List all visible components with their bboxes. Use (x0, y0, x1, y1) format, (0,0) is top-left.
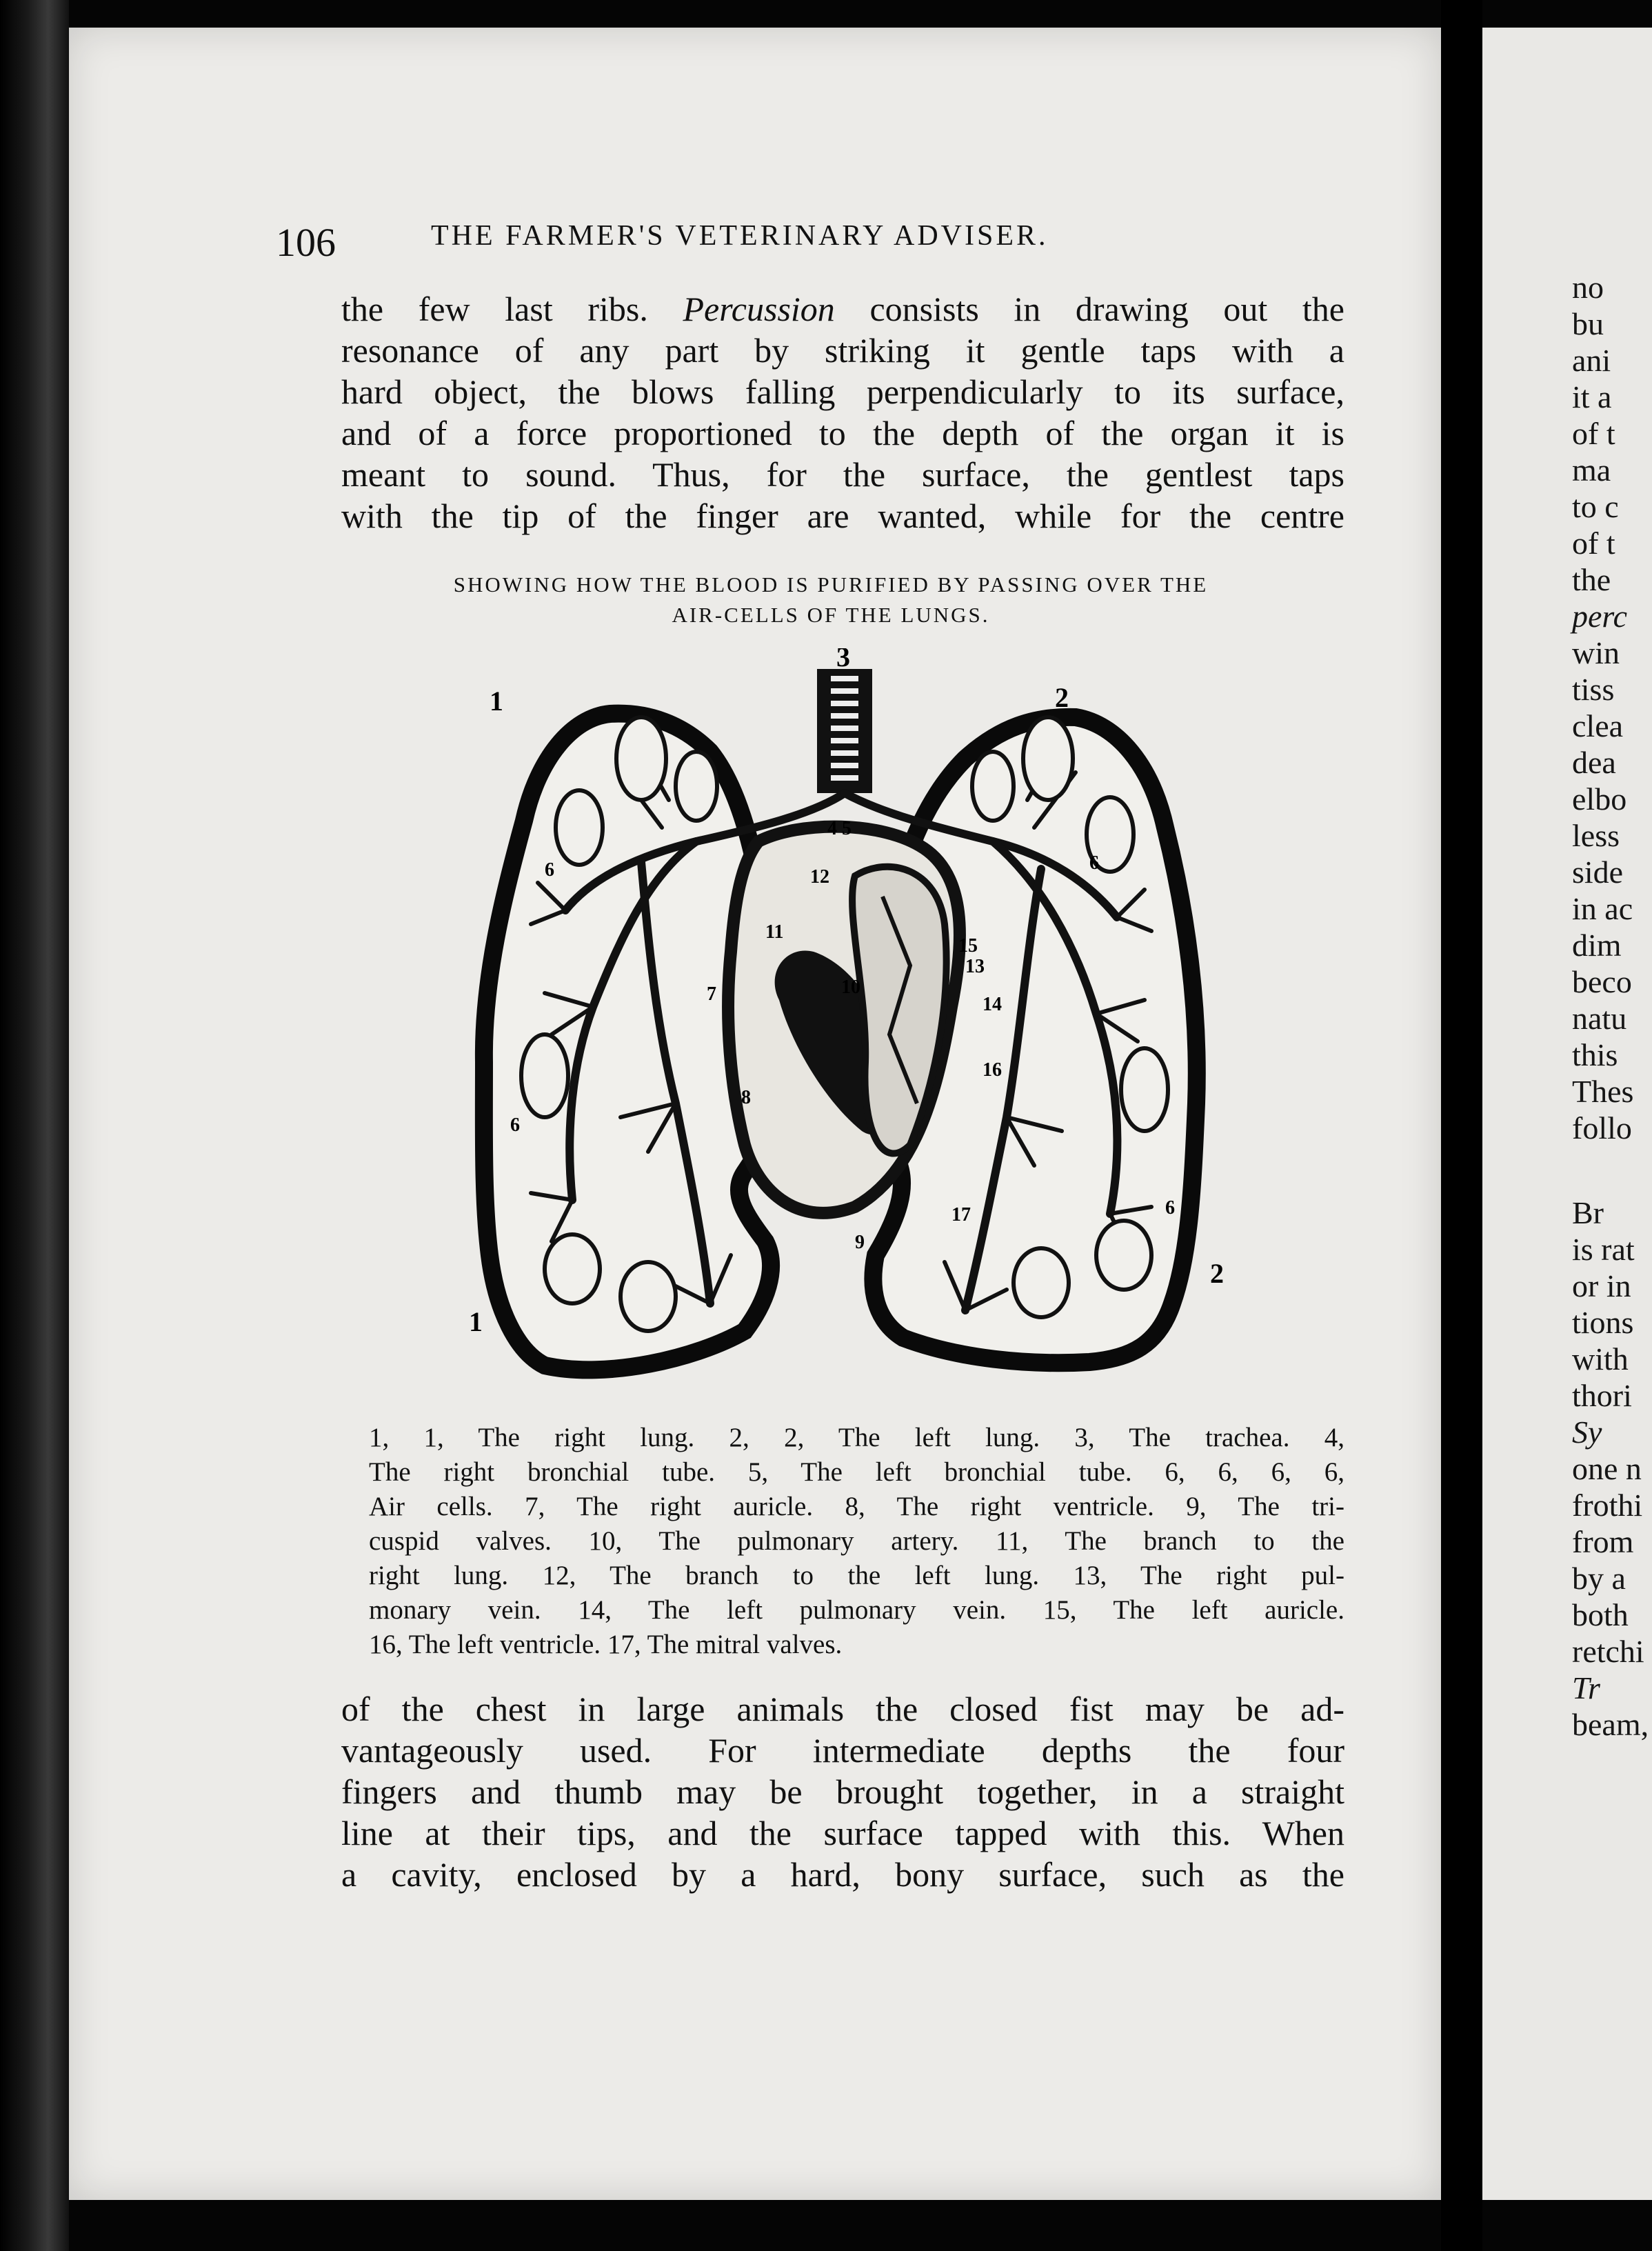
figure-title-line: AIR-CELLS OF THE LUNGS. (672, 603, 990, 627)
page-number: 106 (276, 220, 336, 265)
caption-line: cuspid valves. 10, The pulmonary artery. 11, The branch to the (369, 1526, 1344, 1556)
right-page-line: thori (1572, 1378, 1632, 1413)
right-page-line: tiss (1572, 672, 1615, 707)
right-page-line: both (1572, 1597, 1629, 1632)
label-12: 12 (810, 866, 829, 888)
right-page-line: of t (1572, 416, 1615, 451)
running-head: THE FARMER'S VETERINARY ADVISER. (431, 220, 1049, 252)
right-page-line: or in (1572, 1268, 1631, 1303)
right-page-line: frothi (1572, 1488, 1643, 1523)
figure-title (348, 570, 1313, 630)
right-page-line: dim (1572, 928, 1622, 963)
paragraph-line: line at their tips, and the surface tapped with this. When (341, 1814, 1344, 1852)
label-6a: 6 (545, 859, 554, 881)
trachea (817, 669, 872, 793)
page-header (276, 193, 1207, 269)
book-spine (0, 0, 69, 2251)
right-page-line: in ac (1572, 891, 1633, 926)
label-1-bottom: 1 (469, 1306, 483, 1337)
paragraph-line: fingers and thumb may be brought together, in a straight (341, 1772, 1344, 1811)
right-page-line: win (1572, 635, 1620, 670)
right-page-line: it a (1572, 379, 1612, 414)
right-page-line: Br (1572, 1195, 1604, 1230)
caption-line: The right bronchial tube. 5, The left bronchial tube. 6, 6, 6, 6, (369, 1457, 1344, 1487)
right-page-line: Tr (1572, 1670, 1600, 1705)
right-page-line: dea (1572, 745, 1616, 780)
label-10: 10 (841, 977, 860, 998)
label-7: 7 (707, 983, 716, 1005)
label-8: 8 (741, 1087, 751, 1108)
label-13: 13 (965, 956, 985, 977)
paragraph-line: with the tip of the finger are wanted, while for the centre (341, 497, 1344, 535)
figure-title-line: SHOWING HOW THE BLOOD IS PURIFIED BY PASSING OVER THE (453, 572, 1209, 597)
right-page-line: from (1572, 1524, 1634, 1559)
paragraph-line: resonance of any part by striking it gentle taps with a (341, 331, 1344, 370)
label-14: 14 (983, 994, 1002, 1015)
right-page-line: tions (1572, 1305, 1634, 1340)
right-page-line: is rat (1572, 1232, 1635, 1267)
right-page-line: of t (1572, 526, 1615, 561)
lungs-illustration (469, 648, 1234, 1421)
right-page-line: this (1572, 1037, 1618, 1072)
right-page-line: retchi (1572, 1634, 1644, 1669)
right-page-line: beam, (1572, 1707, 1649, 1742)
label-9: 9 (855, 1232, 865, 1253)
right-page-line: ma (1572, 452, 1611, 488)
right-page-line: one n (1572, 1451, 1642, 1486)
right-page-line: side (1572, 854, 1624, 890)
right-page-line: the (1572, 562, 1611, 597)
right-page-line: with (1572, 1341, 1629, 1377)
right-page-line: bu (1572, 306, 1604, 341)
caption-line: 16, The left ventricle. 17, The mitral valves. (369, 1630, 843, 1659)
right-page-line: ani (1572, 343, 1611, 378)
paragraph-line: hard object, the blows falling perpendicularly to its surface, (341, 372, 1344, 411)
label-15: 15 (958, 935, 978, 957)
right-page-line: less (1572, 818, 1620, 853)
right-page-line: Thes (1572, 1074, 1634, 1109)
caption-line: Air cells. 7, The right auricle. 8, The right ventricle. 9, The tri- (369, 1492, 1344, 1521)
label-11: 11 (765, 921, 784, 943)
paragraph-line: and of a force proportioned to the depth of the organ it is (341, 414, 1344, 452)
right-page-line: by a (1572, 1561, 1626, 1596)
label-3: 3 (836, 648, 850, 672)
label-4-5: 4 5 (827, 818, 852, 839)
figure-caption (369, 1421, 1344, 1662)
right-page-line: Sy (1572, 1414, 1602, 1450)
caption-line: monary vein. 14, The left pulmonary vein. 15, The left auricle. (369, 1595, 1344, 1625)
label-6c: 6 (510, 1114, 520, 1136)
page-gutter (1441, 0, 1482, 2251)
label-17: 17 (951, 1204, 971, 1225)
paragraph-line: a cavity, enclosed by a hard, bony surface, such as the (341, 1855, 1344, 1894)
label-6b: 6 (1089, 852, 1099, 874)
right-page-line: natu (1572, 1001, 1627, 1036)
caption-line: right lung. 12, The branch to the left lung. 13, The right pul- (369, 1561, 1344, 1590)
label-6d: 6 (1165, 1197, 1175, 1219)
term-percussion: Percussion (683, 290, 835, 328)
right-page-line: follo (1572, 1110, 1632, 1145)
caption-line: 1, 1, The right lung. 2, 2, The left lung. 3, The trachea. 4, (369, 1423, 1344, 1452)
paragraph-line: the few last ribs. Percussion consists in drawing out the (341, 290, 1344, 328)
paragraph-bottom (341, 1688, 1344, 1895)
label-1-top: 1 (490, 686, 503, 717)
right-page-line: perc (1572, 599, 1628, 634)
paragraph-top (341, 288, 1344, 537)
right-page-line: beco (1572, 964, 1632, 999)
label-16: 16 (983, 1059, 1002, 1081)
right-page-fragment (1482, 28, 1652, 2200)
label-2-top: 2 (1055, 682, 1069, 713)
right-page-line: no (1572, 270, 1604, 305)
paragraph-line: meant to sound. Thus, for the surface, the gentlest taps (341, 455, 1344, 494)
paragraph-line: vantageously used. For intermediate depths the four (341, 1731, 1344, 1770)
right-page-line: to c (1572, 489, 1619, 524)
paragraph-line: of the chest in large animals the closed fist may be ad- (341, 1690, 1344, 1728)
label-2-bottom: 2 (1210, 1258, 1224, 1289)
right-page-line: elbo (1572, 781, 1627, 817)
right-page-line: clea (1572, 708, 1624, 743)
